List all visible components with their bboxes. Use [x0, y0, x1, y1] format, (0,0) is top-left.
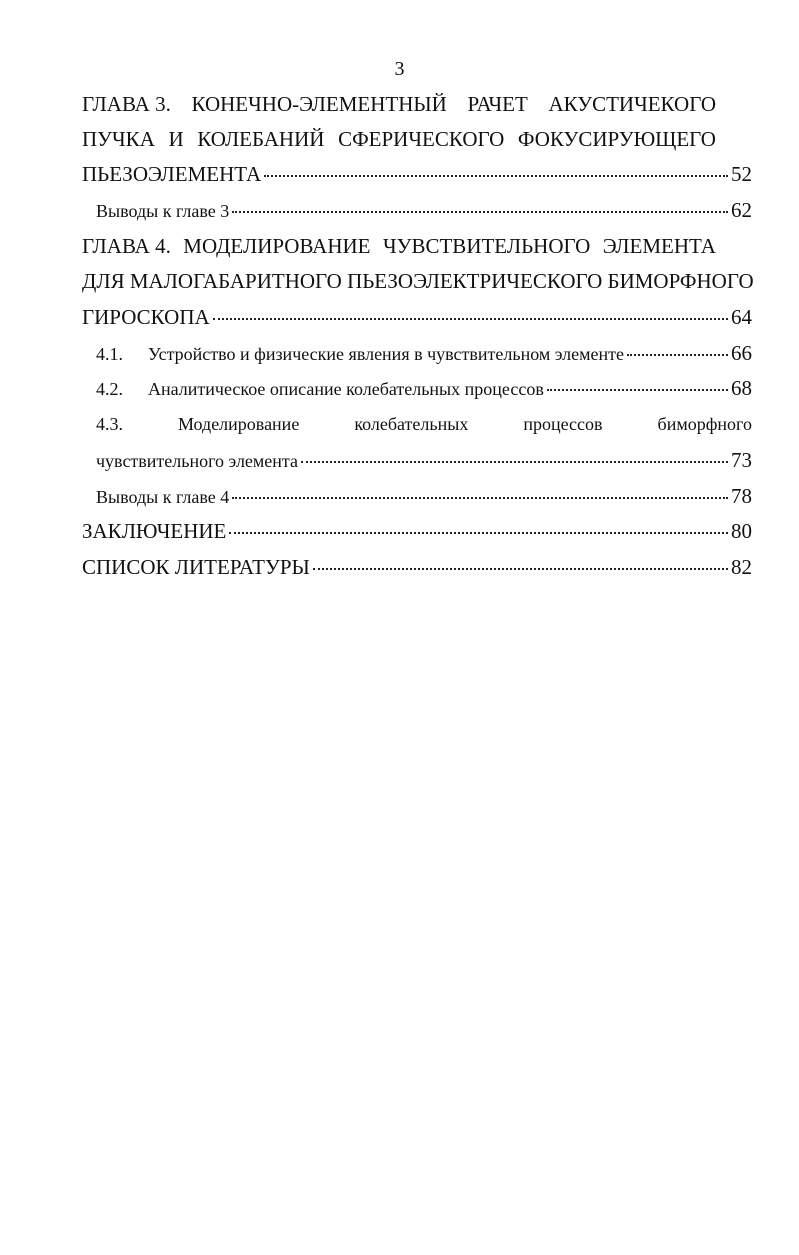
title-text: ДЛЯ МАЛОГАБАРИТНОГО ПЬЕЗОЭЛЕКТРИЧЕСКОГО БИМОРФНОГО — [82, 269, 754, 293]
dot-leader — [313, 568, 728, 570]
section-number: 4.1. — [96, 344, 123, 364]
word: процессов — [523, 414, 603, 434]
word: КОЛЕБАНИЙ — [197, 127, 325, 151]
page-number: 3 — [394, 58, 405, 80]
toc-entry-label: ЗАКЛЮЧЕНИЕ — [82, 519, 227, 543]
word: РАЧЕТ — [467, 92, 528, 116]
toc-entry-label: СПИСОК ЛИТЕРАТУРЫ — [82, 555, 310, 579]
toc-entry-label: Выводы к главе 3 — [96, 201, 230, 221]
dot-leader — [232, 497, 728, 499]
toc-page-number: 64 — [731, 305, 752, 329]
dot-leader — [229, 532, 728, 534]
word: колебательных — [354, 414, 469, 434]
toc-entry-references[interactable] — [82, 555, 752, 579]
toc-entry-section-4-1[interactable] — [96, 341, 752, 366]
toc-entry-conclusions-4[interactable] — [96, 484, 752, 509]
word: И — [168, 127, 184, 151]
toc-section-4-3-line-1[interactable] — [96, 412, 752, 436]
word: биморфного — [657, 414, 752, 434]
word: КОНЕЧНО-ЭЛЕМЕНТНЫЙ — [191, 92, 447, 116]
section-number: 4.2. — [96, 379, 123, 399]
toc-page-number: 52 — [731, 162, 752, 186]
word: ГЛАВА 4. — [82, 234, 171, 258]
word: МОДЕЛИРОВАНИЕ — [183, 234, 371, 258]
dot-leader — [213, 318, 728, 320]
word: ЭЛЕМЕНТА — [602, 234, 716, 258]
toc-page-number: 62 — [731, 198, 752, 222]
toc-page-number: 80 — [731, 519, 752, 543]
toc-entry-chapter-4[interactable] — [82, 305, 752, 329]
toc-page-number: 82 — [731, 555, 752, 579]
toc-entry-conclusions-3[interactable] — [96, 198, 752, 223]
toc-entry-label: Выводы к главе 4 — [96, 487, 230, 507]
toc-entry-chapter-3[interactable] — [82, 162, 752, 186]
word: ПУЧКА — [82, 127, 155, 151]
dot-leader — [264, 175, 728, 177]
dot-leader — [627, 354, 728, 356]
dot-leader — [547, 389, 728, 391]
toc-entry-label: ГИРОСКОПА — [82, 305, 210, 329]
toc-chapter-4-title-line-1[interactable] — [82, 234, 716, 258]
word: АКУСТИЧЕКОГО — [548, 92, 716, 116]
toc-page-number: 68 — [731, 376, 752, 400]
toc-chapter-3-title-line-1[interactable] — [82, 92, 716, 116]
toc-chapter-3-title-line-2[interactable] — [82, 127, 716, 151]
toc-page-number: 78 — [731, 484, 752, 508]
word: ФОКУСИРУЮЩЕГО — [517, 127, 716, 151]
dot-leader — [301, 461, 728, 463]
word: СФЕРИЧЕСКОГО — [338, 127, 505, 151]
toc-entry-section-4-3[interactable] — [96, 448, 752, 473]
toc-page-number: 66 — [731, 341, 752, 365]
toc-entry-label: чувствительного элемента — [96, 451, 299, 471]
toc-entry-label: ПЬЕЗОЭЛЕМЕНТА — [82, 162, 262, 186]
toc-entry-label: Устройство и физические явления в чувствительном элементе — [148, 344, 624, 364]
word: ЧУВСТВИТЕЛЬНОГО — [382, 234, 591, 258]
toc-entry-conclusion[interactable] — [82, 519, 752, 543]
word: ГЛАВА 3. — [82, 92, 171, 116]
toc-page-number: 73 — [731, 448, 752, 472]
section-number: 4.3. — [96, 414, 123, 434]
toc-entry-label: Аналитическое описание колебательных процессов — [148, 379, 544, 399]
word: Моделирование — [178, 414, 300, 434]
toc-entry-section-4-2[interactable] — [96, 376, 752, 401]
toc-chapter-4-title-line-2[interactable] — [82, 269, 754, 293]
dot-leader — [232, 211, 728, 213]
